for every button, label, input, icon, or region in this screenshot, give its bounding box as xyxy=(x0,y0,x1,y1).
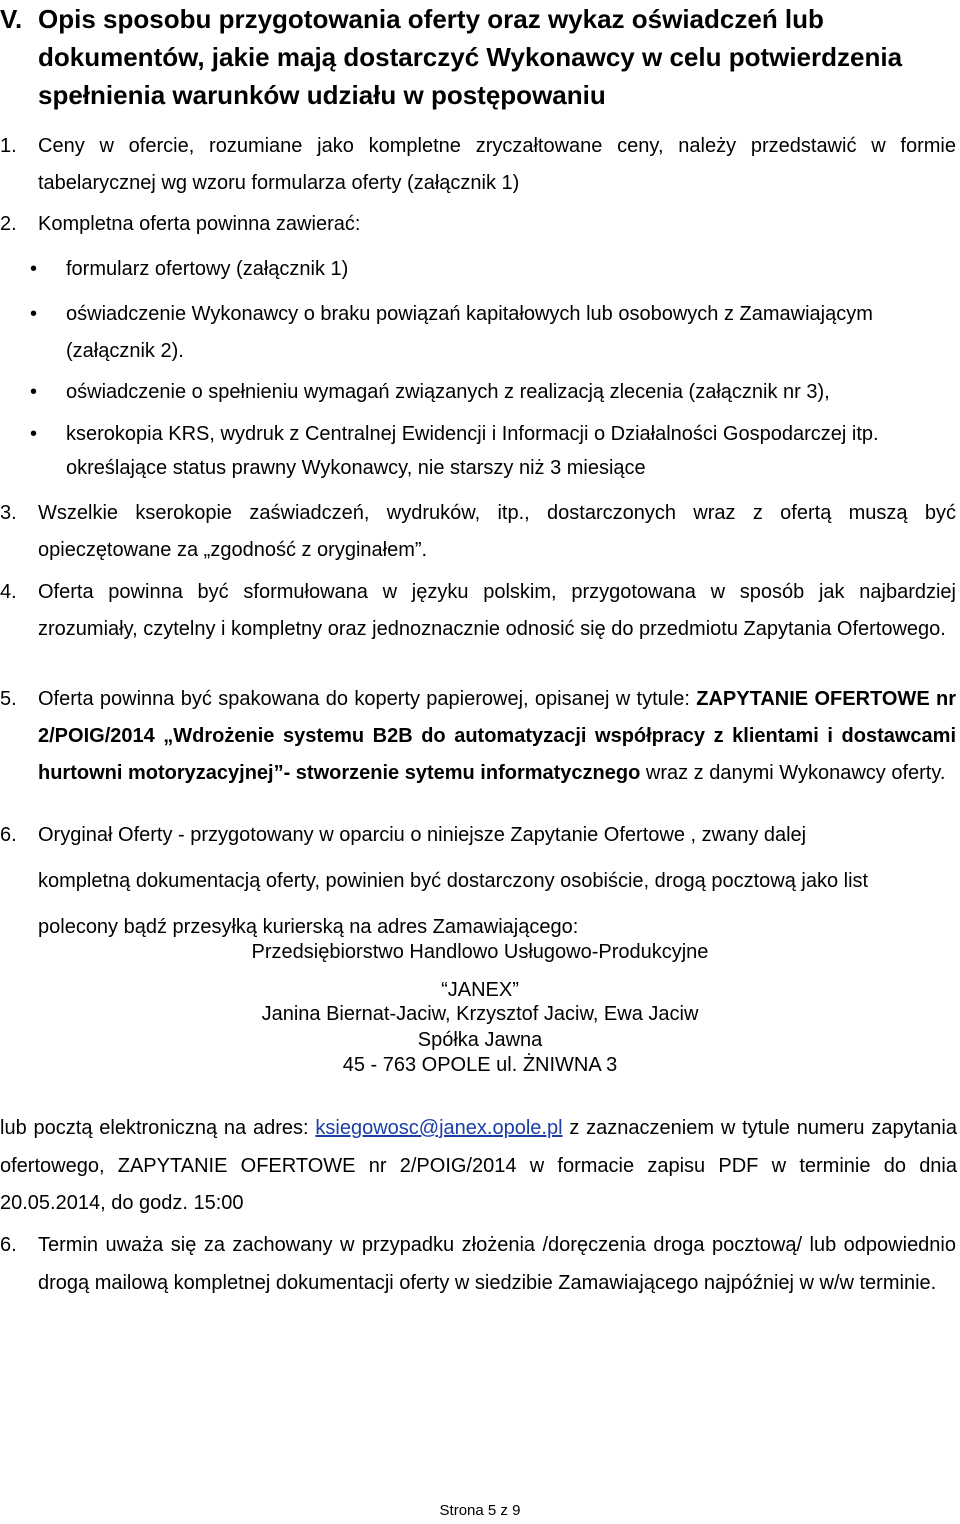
address-owners: Janina Biernat-Jaciw, Krzysztof Jaciw, Ewa Jaciw xyxy=(261,1003,699,1025)
item-6 xyxy=(0,812,960,950)
item-number: 1. xyxy=(0,135,17,157)
section-heading xyxy=(0,0,960,114)
item-5 xyxy=(0,681,960,792)
email-text-part: z zaznaczeniem w tytule numeru zapytania ofertowego, ZAPYTANIE OFERTOWE nr 2/POIG/2014 w formacie zapisu PDF w terminie do dnia 20.05.2014, do godz. 15:00 xyxy=(0,1117,957,1214)
bullet-continuation: określające status prawny Wykonawcy, nie starszy niż 3 miesiące xyxy=(66,457,646,479)
address-company: Przedsiębiorstwo Handlowo Usługowo-Produkcyjne xyxy=(251,941,709,963)
section-title: Opis sposobu przygotowania oferty oraz wykaz oświadczeń lub dokumentów, jakie mają dostarczyć Wykonawcy w celu potwierdzenia spełnienia warunków udziału w postępowaniu xyxy=(38,4,903,110)
email-text-part: lub pocztą elektroniczną na adres: xyxy=(0,1117,316,1139)
bullet-icon: • xyxy=(30,303,38,325)
bullet-icon: • xyxy=(30,423,38,445)
offer-title-bold: ZAPYTANIE OFERTOWE nr 2/POIG/2014 „Wdrożenie systemu B2B do automatyzacji współpracy z klientami i dostawcami hurtowni motoryzacyjnej”- stworzenie sytemu informatycznego xyxy=(38,688,956,784)
bullet-item xyxy=(30,251,960,288)
item-text: Kompletna oferta powinna zawierać: xyxy=(38,213,361,235)
email-link[interactable]: ksiegowosc@janex.opole.pl xyxy=(315,1117,563,1139)
item-number: 3. xyxy=(0,502,17,524)
item-number: 6. xyxy=(0,1234,17,1256)
item-text: Oferta powinna być sformułowana w języku polskim, przygotowana w sposób jak najbardziej zrozumiały, czytelny i kompletny oraz jednoznacznie odnosić się do przedmiotu Zapytania Ofertowego. xyxy=(38,581,956,640)
item-text xyxy=(0,812,956,950)
bullet-text: kserokopia KRS, wydruk z Centralnej Ewidencji i Informacji o Działalności Gospodarczej itp. xyxy=(66,423,879,445)
address-legal-form: Spółka Jawna xyxy=(417,1029,543,1051)
item-number: 2. xyxy=(0,213,17,235)
bullet-icon: • xyxy=(30,381,38,403)
bullet-item xyxy=(30,374,960,411)
item-text-part: Oferta powinna być spakowana do koperty papierowej, opisanej w tytule: xyxy=(38,688,697,710)
bullet-item xyxy=(30,416,960,453)
item-line: Oryginał Oferty - przygotowany w oparciu o niniejsze Zapytanie Ofertowe , zwany dalej xyxy=(38,824,807,846)
item-4 xyxy=(0,574,960,648)
item-1 xyxy=(0,128,960,202)
item-number: 6. xyxy=(0,824,17,846)
item-text-part: wraz z danymi Wykonawcy oferty. xyxy=(640,762,946,784)
address-street: 45 - 763 OPOLE ul. ŻNIWNA 3 xyxy=(342,1054,618,1076)
item-number: 5. xyxy=(0,688,17,710)
item-text xyxy=(0,681,956,792)
item-text: Ceny w ofercie, rozumiane jako kompletne zryczałtowane ceny, należy przedstawić w formie tabelarycznej wg wzoru formularza oferty (załącznik 1) xyxy=(38,135,956,194)
address-name: “JANEX” xyxy=(441,979,519,1001)
item-3 xyxy=(0,495,960,569)
bullet-text: oświadczenie Wykonawcy o braku powiązań kapitałowych lub osobowych z Zamawiającym (załącznik 2). xyxy=(66,303,873,362)
item-6b xyxy=(0,1226,960,1302)
bullet-item xyxy=(30,296,960,370)
section-number: V. xyxy=(0,4,23,34)
item-text: Wszelkie kserokopie zaświadczeń, wydruków, itp., dostarczonych wraz z ofertą muszą być opieczętowane za „zgodność z oryginałem”. xyxy=(38,502,956,561)
item-line: polecony bądź przesyłką kurierską na adres Zamawiającego: xyxy=(38,916,579,938)
email-paragraph xyxy=(0,1110,957,1223)
page-number: Strona 5 z 9 xyxy=(439,1502,521,1519)
bullet-text: oświadczenie o spełnieniu wymagań związanych z realizacją zlecenia (załącznik nr 3), xyxy=(66,381,830,403)
item-text: Termin uważa się za zachowany w przypadku złożenia /doręczenia droga pocztową/ lub odpowiednio drogą mailową kompletnej dokumentacji oferty w siedzibie Zamawiającego najpóźniej w w/w terminie. xyxy=(38,1234,956,1294)
item-number: 4. xyxy=(0,581,17,603)
bullet-text: formularz ofertowy (załącznik 1) xyxy=(66,258,349,280)
item-2 xyxy=(0,206,960,243)
bullet-icon: • xyxy=(30,258,38,280)
item-line: kompletną dokumentacją oferty, powinien być dostarczony osobiście, drogą pocztową jako list xyxy=(38,870,869,892)
